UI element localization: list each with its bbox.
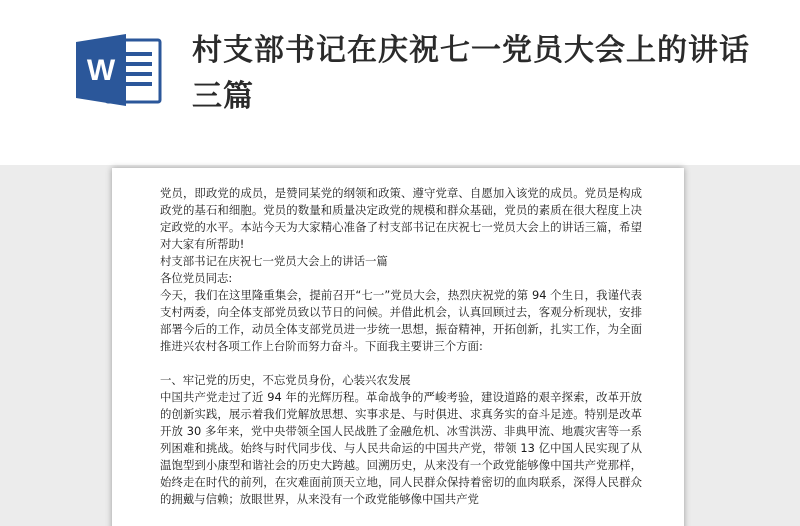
page-header xyxy=(0,0,800,165)
blank-line xyxy=(160,355,642,372)
document-sheet xyxy=(112,168,684,526)
section-heading: 村支部书记在庆祝七一党员大会上的讲话一篇 xyxy=(160,254,388,268)
intro-paragraph: 党员，即政党的成员，是赞同某党的纲领和政策、遵守党章、自愿加入该党的成员。党员是构成政党的基石和细胞。党员的数量和质量决定政党的规模和群众基础，党员的素质在很大程度上决定政党的水平。本站今天为大家精心准备了村支部书记在庆祝七一党员大会上的讲话三篇，希望对大家有所帮助! xyxy=(160,186,642,251)
svg-text:W: W xyxy=(86,54,116,87)
page-title: 村支部书记在庆祝七一党员大会上的讲话三篇 xyxy=(192,33,750,114)
subsection-heading: 一、牢记党的历史，不忘党员身份，心装兴农发展 xyxy=(160,373,411,387)
salutation: 各位党员同志: xyxy=(160,271,233,285)
document-body xyxy=(160,185,642,508)
word-document-icon xyxy=(72,30,166,110)
opening-paragraph: 今天，我们在这里隆重集会，提前召开“七一”党员大会，热烈庆祝党的第 94 个生日，我谨代表支村两委，向全体支部党员致以节日的问候。并借此机会，认真回顾过去，客观分析现状，安排部署今后的工作，动员全体支部党员进一步统一思想，振奋精神，开拓创新，扎实工作，为全面推进兴农村各项工作上台阶而努力奋斗。下面我主要讲三个方面: xyxy=(160,288,642,353)
history-paragraph: 中国共产党走过了近 94 年的光辉历程。革命战争的严峻考验，建设道路的艰辛探索，改革开放的创新实践，展示着我们党解放思想、实事求是、与时俱进、求真务实的奋斗足迹。特别是改革开放 30 多年来，党中央带领全国人民战胜了金融危机、冰雪洪涝、非典甲流、地震灾害等一系列困难和挑战。始终与时代同步伐、与人民共命运的中国共产党，带领 13 亿中国人民实现了从温饱型到小康型和谐社会的历史大跨越。回溯历史，从来没有一个政党能够像中国共产党那样，始终走在时代的前列，在灾难面前顶天立地，同人民群众保持着密切的血肉联系，深得人民群众的拥戴与信赖；放眼世界，从来没有一个政党能够像中国共产党 xyxy=(160,390,642,506)
